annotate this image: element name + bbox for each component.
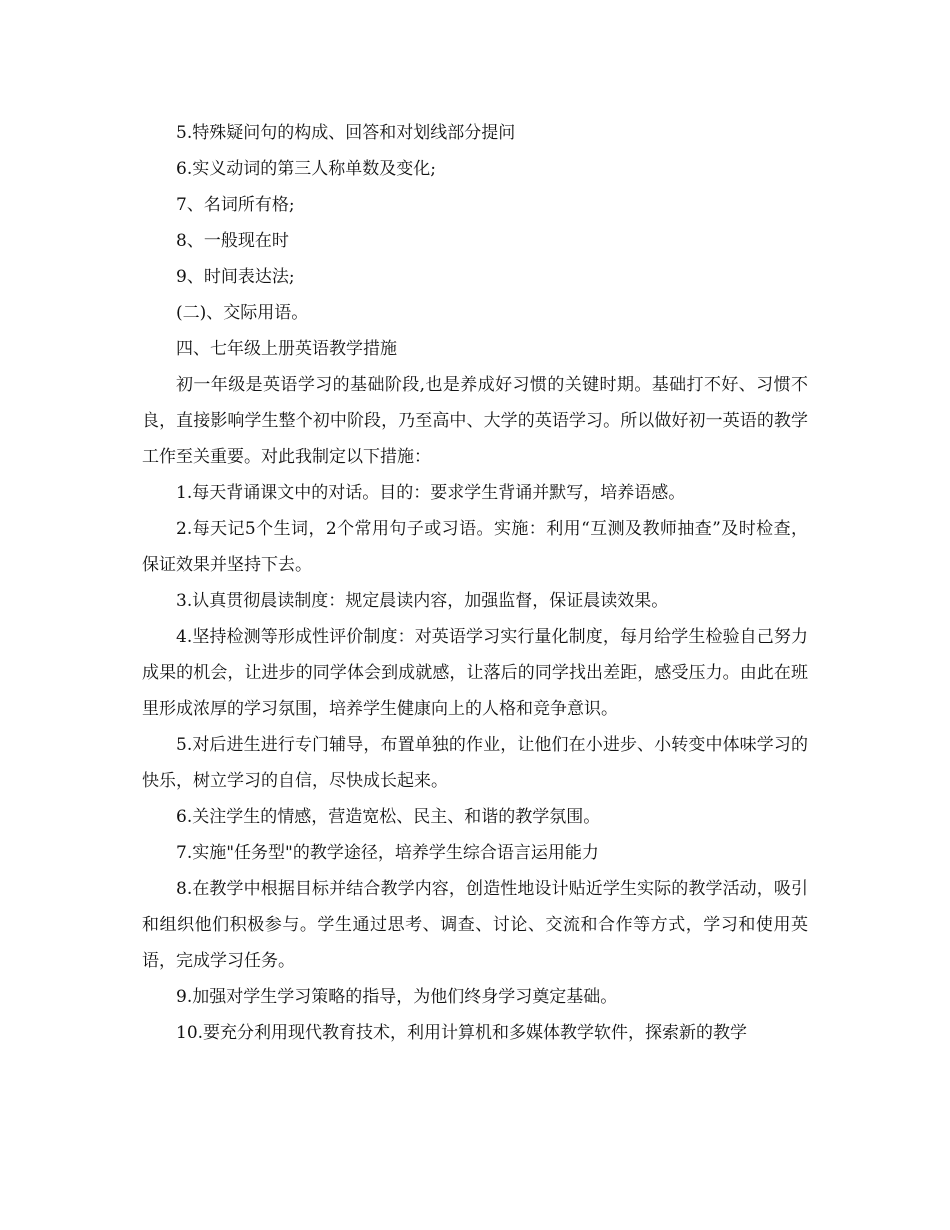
measure-7: 7.实施"任务型"的教学途径，培养学生综合语言运用能力 bbox=[176, 843, 599, 863]
measure-4: 4.坚持检测等形成性评价制度：对英语学习实行量化制度，每月给学生检验自己努力成果的机会，让进步的同学体会到成就感，让落后的同学找出差距，感受压力。由此在班里形成浓厚的学习氛围，培养学生健康向上的人格和竞争意识。 bbox=[142, 627, 808, 719]
measure-3: 3.认真贯彻晨读制度：规定晨读内容，加强监督，保证晨读效果。 bbox=[176, 591, 669, 611]
paragraph-6: (二)、交际用语。 bbox=[176, 303, 309, 323]
measure-1: 1.每天背诵课文中的对话。目的：要求学生背诵并默写，培养语感。 bbox=[176, 483, 686, 503]
section-heading: 四、七年级上册英语教学措施 bbox=[176, 339, 397, 359]
measure-6: 6.关注学生的情感，营造宽松、民主、和谐的教学氛围。 bbox=[176, 807, 601, 827]
measure-9: 9.加强对学生学习策略的指导，为他们终身学习奠定基础。 bbox=[176, 987, 618, 1007]
document-page bbox=[142, 115, 808, 1051]
measure-2: 2.每天记5个生词，2个常用句子或习语。实施：利用“互测及教师抽查”及时检查，保证效果并坚持下去。 bbox=[142, 519, 808, 575]
paragraph-2: 6.实义动词的第三人称单数及变化; bbox=[176, 159, 436, 179]
measure-8: 8.在教学中根据目标并结合教学内容，创造性地设计贴近学生实际的教学活动，吸引和组织他们积极参与。学生通过思考、调查、讨论、交流和合作等方式，学习和使用英语，完成学习任务。 bbox=[142, 879, 808, 971]
paragraph-intro: 初一年级是英语学习的基础阶段,也是养成好习惯的关键时期。基础打不好、习惯不良，直接影响学生整个初中阶段，乃至高中、大学的英语学习。所以做好初一英语的教学工作至关重要。对此我制定以下措施： bbox=[142, 375, 808, 467]
paragraph-4: 8、一般现在时 bbox=[176, 231, 289, 251]
measure-10: 10.要充分利用现代教育技术，利用计算机和多媒体教学软件，探索新的教学 bbox=[176, 1023, 748, 1043]
paragraph-3: 7、名词所有格; bbox=[176, 195, 295, 215]
measure-5: 5.对后进生进行专门辅导，布置单独的作业，让他们在小进步、小转变中体味学习的快乐，树立学习的自信，尽快成长起来。 bbox=[142, 735, 808, 791]
paragraph-1: 5.特殊疑问句的构成、回答和对划线部分提问 bbox=[176, 123, 516, 143]
paragraph-5: 9、时间表达法; bbox=[176, 267, 295, 287]
